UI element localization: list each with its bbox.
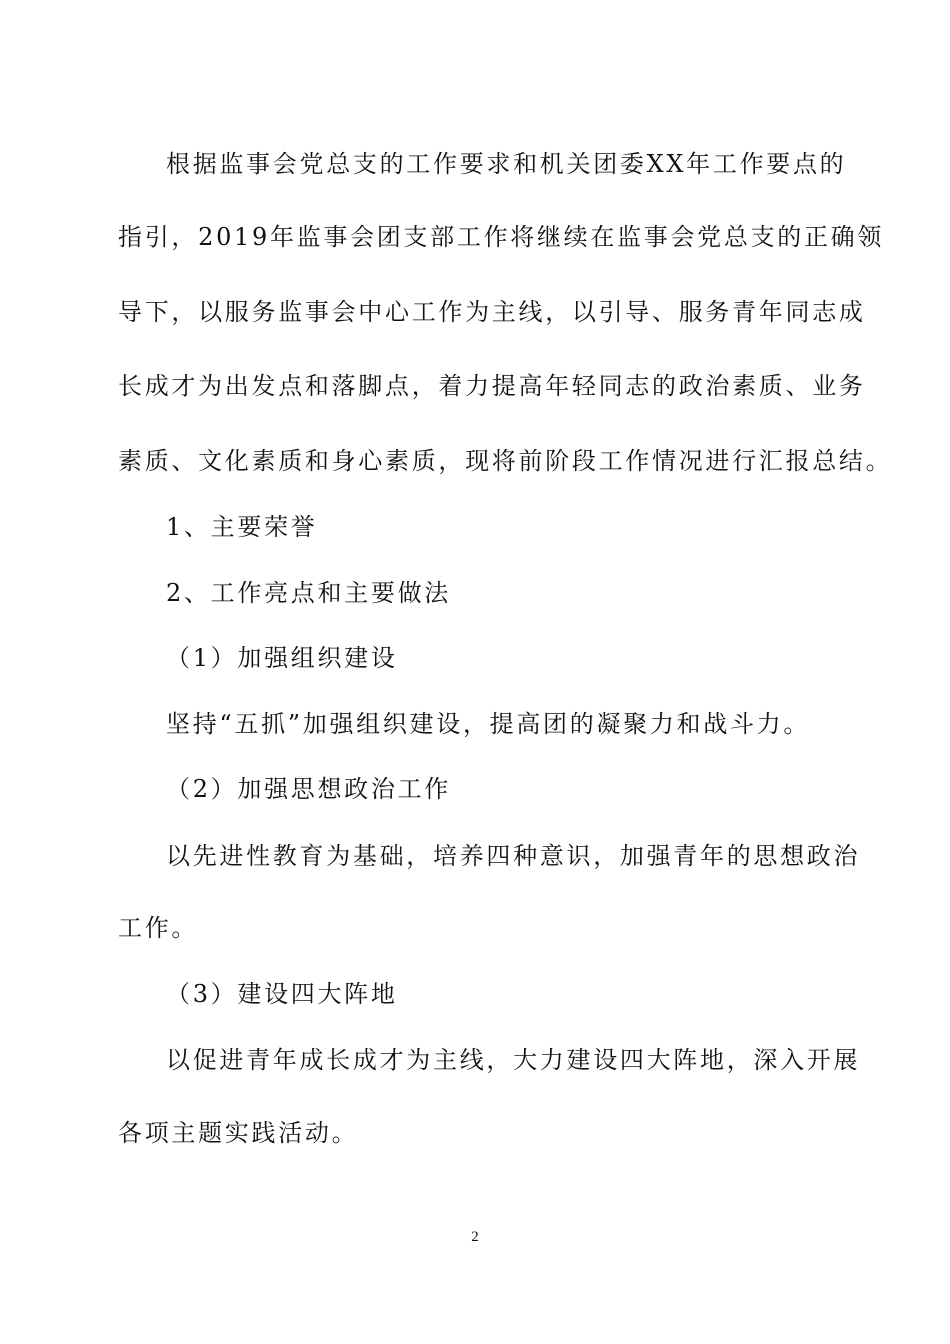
section-2-body-line-1: 以先进性教育为基础，培养四种意识，加强青年的思想政治: [166, 842, 861, 870]
intro-line-5: 素质、文化素质和身心素质，现将前阶段工作情况进行汇报总结。: [118, 447, 893, 475]
section-2-body-line-2: 工作。: [118, 914, 199, 942]
intro-line-2: 指引，2019年监事会团支部工作将继续在监事会党总支的正确领: [118, 223, 885, 251]
page-number: 2: [471, 1229, 479, 1245]
heading-work-highlights: 2、工作亮点和主要做法: [166, 579, 451, 607]
section-1-title: （1）加强组织建设: [166, 644, 398, 672]
intro-line-3: 导下，以服务监事会中心工作为主线，以引导、服务青年同志成: [118, 298, 866, 326]
section-3-body-line-1: 以促进青年成长成才为主线，大力建设四大阵地，深入开展: [166, 1046, 861, 1074]
intro-line-4: 长成才为出发点和落脚点，着力提高年轻同志的政治素质、业务: [118, 372, 866, 400]
heading-main-honors: 1、主要荣誉: [166, 513, 318, 541]
section-3-body-line-2: 各项主题实践活动。: [118, 1119, 359, 1147]
intro-line-1: 根据监事会党总支的工作要求和机关团委XX年工作要点的: [166, 150, 847, 178]
section-1-body: 坚持“五抓”加强组织建设，提高团的凝聚力和战斗力。: [166, 710, 811, 738]
section-2-title: （2）加强思想政治工作: [166, 775, 451, 803]
section-3-title: （3）建设四大阵地: [166, 980, 398, 1008]
